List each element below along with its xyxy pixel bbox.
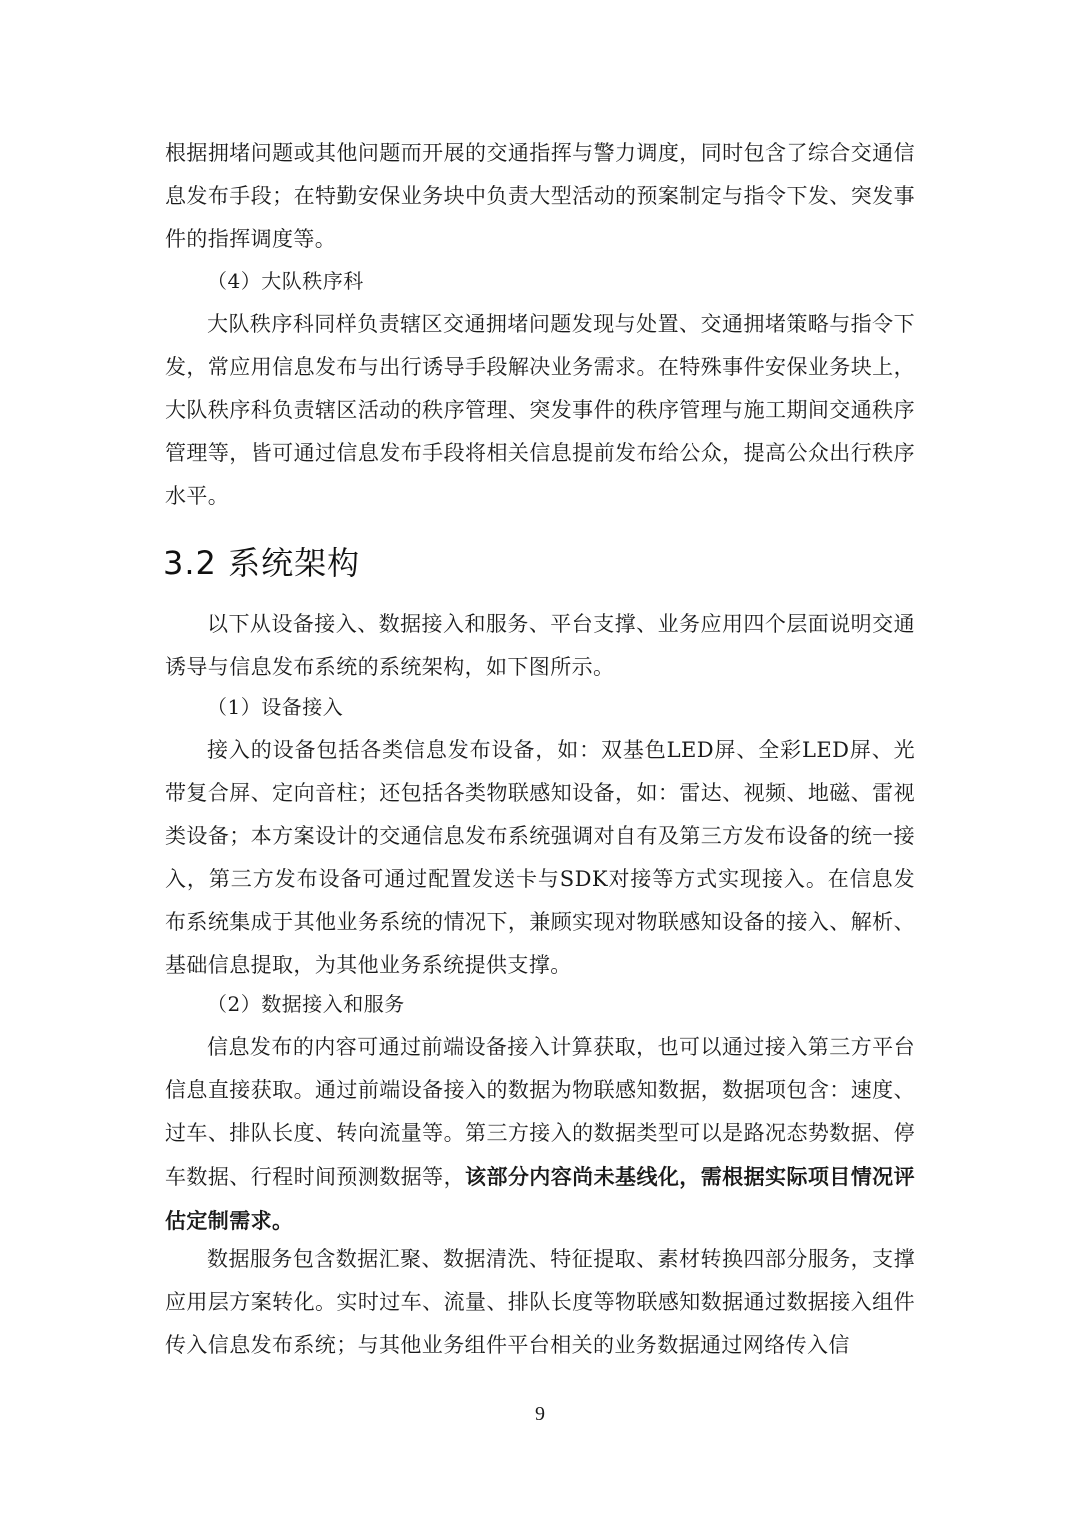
paragraph-data-access-bold-note: 该部分内容尚未基线化，需根据实际项目情况评估定制需求。	[165, 1164, 915, 1233]
paragraph-intro: 根据拥堵问题或其他问题而开展的交通指挥与警力调度，同时包含了综合交通信息发布手段；在特勤安保业务块中负责大型活动的预案制定与指令下发、突发事件的指挥调度等。	[165, 141, 915, 251]
paragraph-data-access	[165, 1026, 915, 1243]
paragraph-device-access: 接入的设备包括各类信息发布设备，如：双基色LED屏、全彩LED屏、光带复合屏、定向音柱；还包括各类物联感知设备，如：雷达、视频、地磁、雷视类设备；本方案设计的交通信息发布系统强调对自有及第三方发布设备的统一接入，第三方发布设备可通过配置发送卡与SDK对接等方式实现接入。在信息发布系统集成于其他业务系统的情况下，兼顾实现对物联感知设备的接入、解析、基础信息提取，为其他业务系统提供支撑。	[165, 738, 915, 977]
paragraph-dadui-zhixuke: 大队秩序科同样负责辖区交通拥堵问题发现与处置、交通拥堵策略与指令下发，常应用信息发布与出行诱导手段解决业务需求。在特殊事件安保业务块上，大队秩序科负责辖区活动的秩序管理、突发事件的秩序管理与施工期间交通秩序管理等，皆可通过信息发布手段将相关信息提前发布给公众，提高公众出行秩序水平。	[165, 312, 915, 508]
subheading-dadui-zhixuke: （4）大队秩序科	[207, 269, 364, 293]
paragraph-data-service: 数据服务包含数据汇聚、数据清洗、特征提取、素材转换四部分服务，支撑应用层方案转化。实时过车、流量、排队长度等物联感知数据通过数据接入组件传入信息发布系统；与其他业务组件平台相关的业务数据通过网络传入信	[165, 1247, 915, 1357]
subheading-data-access-service: （2）数据接入和服务	[207, 992, 405, 1016]
paragraph-architecture-intro: 以下从设备接入、数据接入和服务、平台支撑、业务应用四个层面说明交通诱导与信息发布系统的系统架构，如下图所示。	[165, 612, 915, 679]
subheading-device-access: （1）设备接入	[207, 695, 344, 719]
section-title-3-2: 3.2 系统架构	[163, 544, 361, 582]
paragraph-data-access-normal: 信息发布的内容可通过前端设备接入计算获取，也可以通过接入第三方平台信息直接获取。通过前端设备接入的数据为物联感知数据，数据项包含：速度、过车、排队长度、转向流量等。第三方接入的数据类型可以是路况态势数据、停车数据、行程时间预测数据等，	[165, 1035, 915, 1189]
page-number: 9	[535, 1403, 545, 1425]
